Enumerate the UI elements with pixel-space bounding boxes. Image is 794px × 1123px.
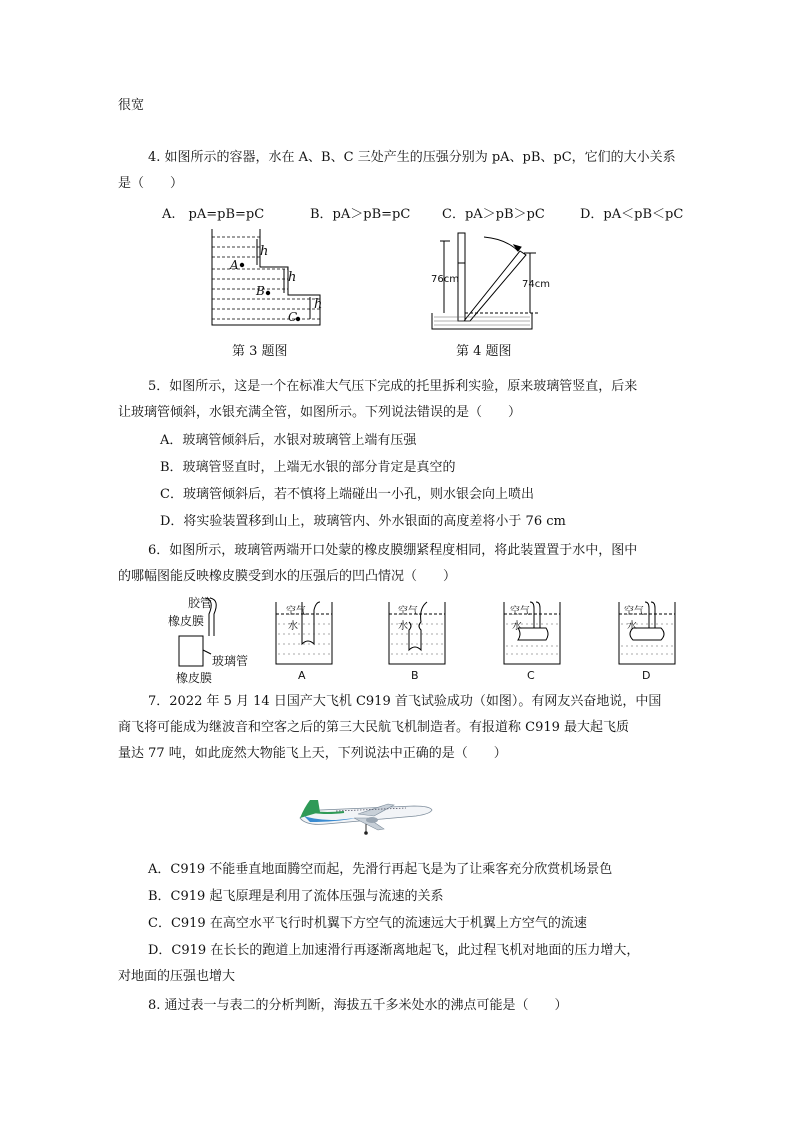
q7-option-a[interactable]: A．C919 不能垂直地面腾空而起，先滑行再起飞是为了让乘客充分欣赏机场景色 xyxy=(148,862,613,877)
fig4-label-76cm: 76cm xyxy=(431,274,459,285)
q6-label-membrane: 橡皮膜 xyxy=(168,614,205,628)
q6-b-label-air: 空气 xyxy=(398,606,418,617)
q6-panel-a-label: A xyxy=(298,669,306,682)
q5-option-a[interactable]: A．玻璃管倾斜后，水银对玻璃管上端有压强 xyxy=(160,433,417,448)
q6-a-label-water: 水 xyxy=(288,621,298,632)
q7-option-b[interactable]: B．C919 起飞原理是利用了流体压强与流速的关系 xyxy=(148,889,444,904)
q6-b-label-water: 水 xyxy=(398,621,408,632)
q6-label-tube: 胶管 xyxy=(188,596,213,610)
fig3-label-h2: h xyxy=(288,270,297,285)
q4-option-d[interactable]: D．pA＜pB＜pC xyxy=(580,207,684,222)
q5-stem-line1: 5．如图所示，这是一个在标准大气压下完成的托里拆利实验，原来玻璃管竖直，后来 xyxy=(148,379,638,394)
q4-option-a[interactable]: A. pA=pB=pC xyxy=(162,207,265,222)
q7-stem-line3: 量达 77 吨，如此庞然大物能飞上天，下列说法中正确的是（ ） xyxy=(118,746,507,761)
fig4-caption: 第 4 题图 xyxy=(456,344,512,359)
q7-option-c[interactable]: C．C919 在高空水平飞行时机翼下方空气的流速远大于机翼上方空气的流速 xyxy=(148,916,587,931)
q5-option-b[interactable]: B．玻璃管竖直时，上端无水银的部分肯定是真空的 xyxy=(160,460,456,475)
fig3-label-h1: h xyxy=(260,244,269,259)
q8-stem: 8. 通过表一与表二的分析判断，海拔五千多米处水的沸点可能是（ ） xyxy=(148,998,568,1013)
q6-c-label-water: 水 xyxy=(512,621,522,632)
q5-stem-line2: 让玻璃管倾斜，水银充满全管，如图所示。下列说法错误的是（ ） xyxy=(118,405,522,420)
q6-label-glass: 玻璃管 xyxy=(212,654,249,668)
fig4-label-74cm: 74cm xyxy=(522,279,550,290)
q4-option-b[interactable]: B．pA＞pB=pC xyxy=(310,207,411,222)
q6-c-label-air: 空气 xyxy=(510,606,530,617)
fig3-caption: 第 3 题图 xyxy=(232,344,288,359)
q6-stem-line1: 6．如图所示，玻璃管两端开口处蒙的橡皮膜绷紧程度相同，将此装置置于水中，图中 xyxy=(148,543,638,558)
fig3-label-b: B xyxy=(256,284,265,298)
q6-label-membrane2: 橡皮膜 xyxy=(176,671,213,685)
q4-stem-line2: 是（ ） xyxy=(118,176,184,191)
q6-panel-c-label: C xyxy=(527,669,535,682)
q6-panel-b-label: B xyxy=(411,669,419,682)
q7-option-d-cont: 对地面的压强也增大 xyxy=(118,969,236,984)
q6-d-label-air: 空气 xyxy=(624,606,644,617)
q7-stem-line1: 7．2022 年 5 月 14 日国产大飞机 C919 首飞试验成功（如图）。有网友兴奋地说，中国 xyxy=(148,694,662,709)
q5-option-c[interactable]: C．玻璃管倾斜后，若不慎将上端碰出一小孔，则水银会向上喷出 xyxy=(160,487,534,502)
q4-option-c[interactable]: C．pA＞pB＞pC xyxy=(442,207,545,222)
fig3-label-a: A xyxy=(230,258,239,272)
q6-panel-d-label: D xyxy=(642,669,651,682)
q7-stem-line2: 商飞将可能成为继波音和空客之后的第三大民航飞机制造者。有报道称 C919 最大起飞质 xyxy=(118,720,630,735)
q4-stem-line1: 4. 如图所示的容器，水在 A、B、C 三处产生的压强分别为 pA、pB、pC，它们的大小关系 xyxy=(148,150,676,165)
fig3-label-c: C xyxy=(288,310,298,324)
fig3-container-diagram xyxy=(200,225,330,330)
fig3-label-h3: h xyxy=(314,297,323,312)
q7-option-d[interactable]: D．C919 在长长的跑道上加速滑行再逐渐离地起飞，此过程飞机对地面的压力增大， xyxy=(148,943,640,958)
top-fragment: 很宽 xyxy=(118,98,145,113)
q6-d-label-water: 水 xyxy=(627,621,637,632)
c919-airplane-image xyxy=(296,792,436,836)
q5-option-d[interactable]: D．将实验装置移到山上，玻璃管内、外水银面的高度差将小于 76 cm xyxy=(160,514,566,529)
q6-stem-line2: 的哪幅图能反映橡皮膜受到水的压强后的凹凸情况（ ） xyxy=(118,569,457,584)
q6-a-label-air: 空气 xyxy=(286,606,306,617)
